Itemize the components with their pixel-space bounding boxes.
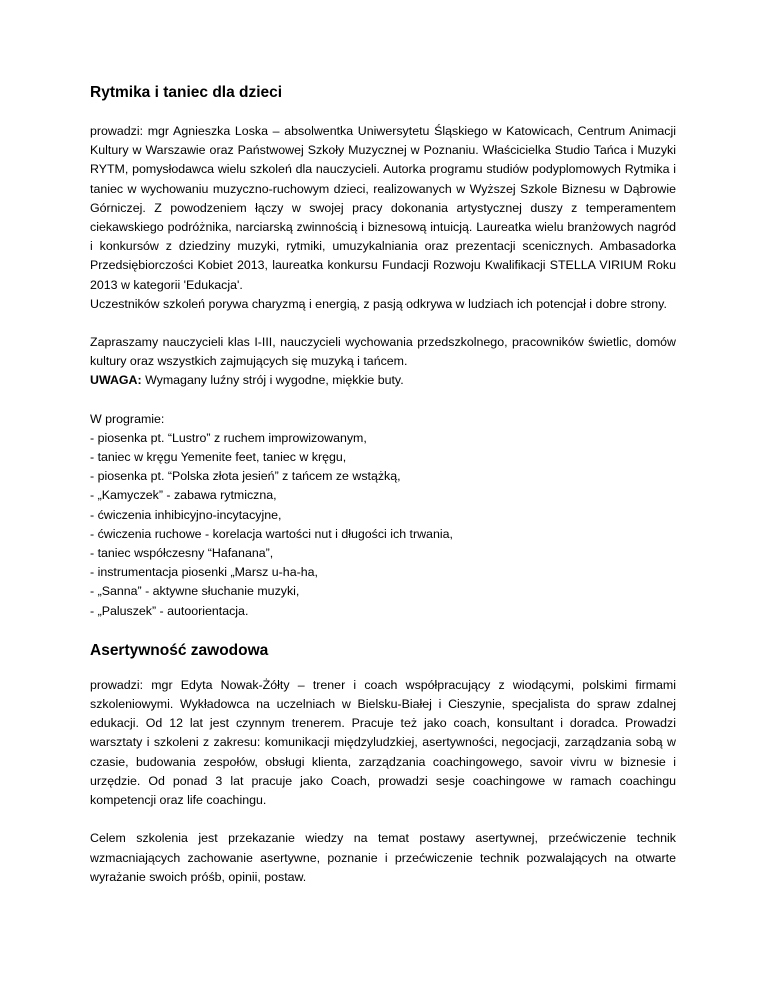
section2-title: Asertywność zawodowa bbox=[90, 641, 269, 659]
list-item: - piosenka pt. “Polska złota jesień” z tańcem ze wstążką, bbox=[90, 469, 401, 484]
list-item: - ćwiczenia inhibicyjno-incytacyjne, bbox=[90, 507, 282, 522]
section1-bio: prowadzi: mgr Agnieszka Loska – absolwentka Uniwersytetu Śląskiego w Katowicach, Centrum Animacji Kultury w Warszawie oraz Państwowej Szkoły Muzycznej w Poznaniu. Właścicielka Studio Tańca i Muzyki RYTM, pomysłodawca wielu szkoleń dla nauczycieli. Autorka programu studiów podyplomowych Rytmika i taniec w wychowaniu muzyczno-ruchowym dzieci, realizowanych w Wyższej Szkole Biznesu w Dąbrowie Górniczej. Z powodzeniem łączy w swojej pracy dokonania artystycznej duszy z temperamentem ciekawskiego podróżnika, narciarską zwinnością i biznesową intuicją. Laureatka wielu branżowych nagród i konkursów z dziedziny muzyki, rytmiki, umuzykalniania oraz prezentacji scenicznych. Ambasadorka Przedsiębiorczości Kobiet 2013, laureatka konkursu Fundacji Rozwoju Kwalifikacji STELLA VIRIUM Roku 2013 w kategorii 'Edukacja'. bbox=[90, 124, 676, 292]
list-item: - „Paluszek” - autoorientacja. bbox=[90, 603, 249, 618]
note-label: UWAGA: bbox=[90, 373, 142, 388]
section1-invite-block bbox=[90, 333, 676, 391]
document-page bbox=[90, 82, 676, 906]
program-heading: W programie: bbox=[90, 411, 165, 426]
list-item: - „Sanna” - aktywne słuchanie muzyki, bbox=[90, 584, 300, 599]
section2-bio: prowadzi: mgr Edyta Nowak-Żółty – trener i coach współpracujący z wiodącymi, polskimi firmami szkoleniowymi. Wykładowca na uczelniach w Bielsku-Białej i Cieszynie, specjalista do spraw zdalnej edukacji. Od 12 lat jest czynnym trenerem. Pracuje też jako coach, konsultant i doradca. Prowadzi warsztaty i szkoleni z zakresu: komunikacji międzyludzkiej, asertywności, negocjacji, zarządzania sobą w czasie, budowania zespołów, obsługi klienta, zarządzania coachingowego, savoir vivru w biznesie i urzędzie. Od ponad 3 lat pracuje jako Coach, prowadzi sesje coachingowe w ramach coachingu kompetencji oraz life coachingu. bbox=[90, 677, 676, 808]
program-list bbox=[90, 429, 676, 621]
section1-invite: Zapraszamy nauczycieli klas I-III, nauczycieli wychowania przedszkolnego, pracowników świetlic, domów kultury oraz wszystkich zajmujących się muzyką i tańcem. bbox=[90, 335, 676, 369]
note-text: Wymagany luźny strój i wygodne, miękkie buty. bbox=[141, 373, 404, 388]
list-item: - „Kamyczek” - zabawa rytmiczna, bbox=[90, 488, 277, 503]
list-item: - taniec w kręgu Yemenite feet, taniec w kręgu, bbox=[90, 450, 347, 465]
list-item: - piosenka pt. “Lustro” z ruchem improwizowanym, bbox=[90, 430, 367, 445]
section1-bio-block bbox=[90, 122, 676, 314]
program-block bbox=[90, 410, 676, 621]
list-item: - ćwiczenia ruchowe - korelacja wartości nut i długości ich trwania, bbox=[90, 526, 453, 541]
list-item: - taniec współczesny “Hafanana”, bbox=[90, 546, 274, 561]
section1-title: Rytmika i taniec dla dzieci bbox=[90, 84, 283, 101]
section1-note bbox=[90, 371, 676, 390]
section1-bio2: Uczestników szkoleń porywa charyzmą i energią, z pasją odkrywa w ludziach ich potencjał i dobre strony. bbox=[90, 296, 667, 311]
section2-goal: Celem szkolenia jest przekazanie wiedzy na temat postawy asertywnej, przećwiczenie technik wzmacniających zachowanie asertywne, poznanie i przećwiczenie technik pozwalających na otwarte wyrażanie swoich próśb, opinii, postaw. bbox=[90, 831, 676, 884]
list-item: - instrumentacja piosenki „Marsz u-ha-ha, bbox=[90, 565, 318, 580]
